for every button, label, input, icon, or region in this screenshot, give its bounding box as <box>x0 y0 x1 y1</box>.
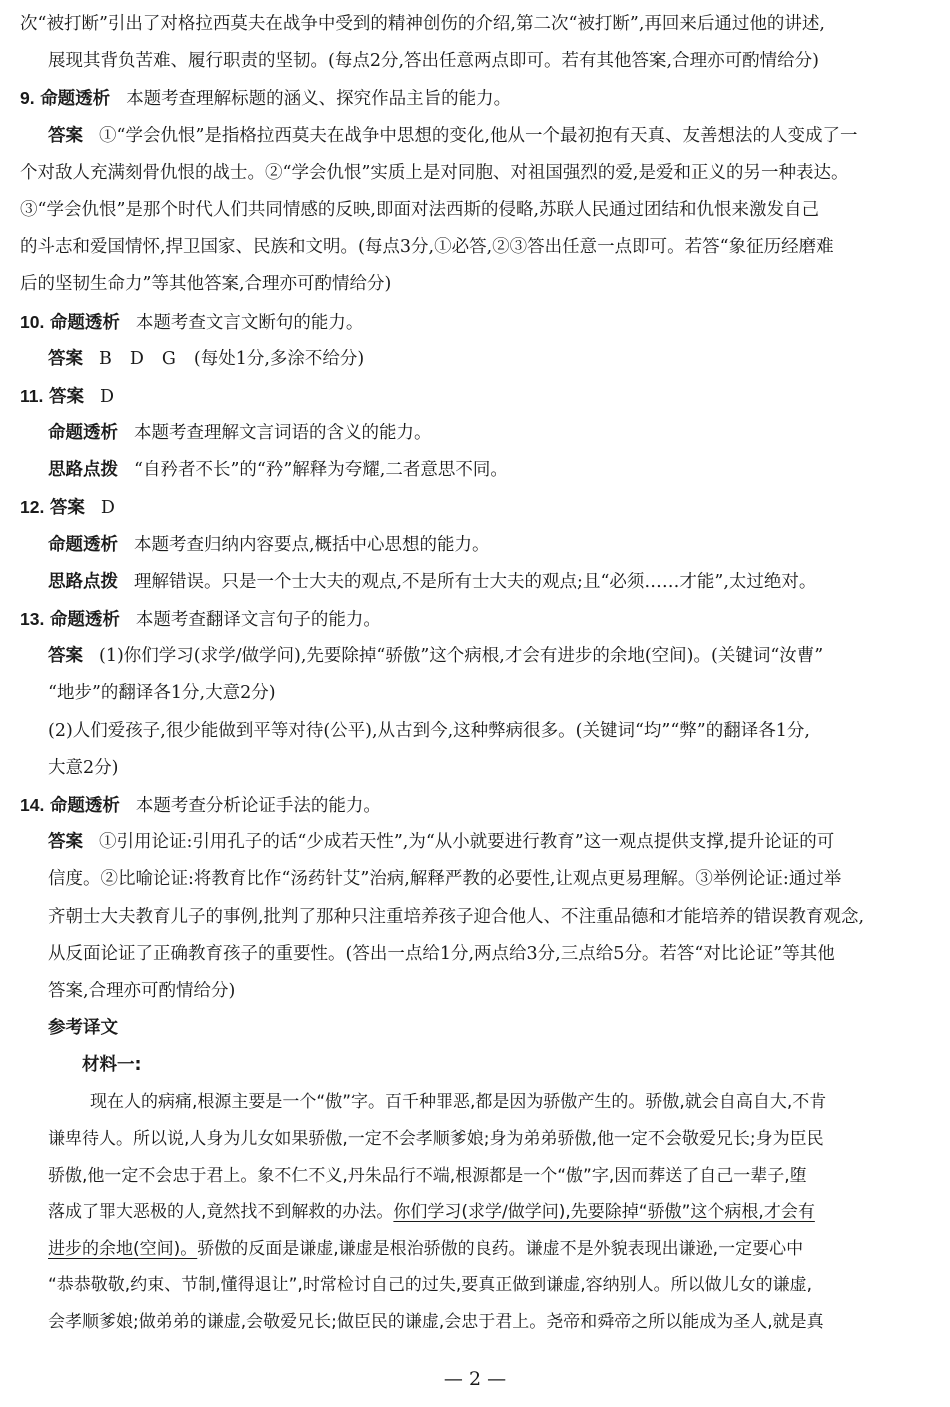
question-14-header <box>20 787 930 824</box>
text-line: 信度。②比喻论证:将教育比作“汤药针艾”治病,解释严教的必要性,让观点更易理解。③举例论证:通过举 <box>48 869 842 890</box>
answer-text: (1)你们学习(求学/做学问),先要除掉“骄傲”这个病根,才会有进步的余地(空间)。(关键词“汝曹” <box>99 646 824 667</box>
hint-text: 理解错误。只是一个士大夫的观点,不是所有士大夫的观点;且“必须……才能”,太过绝对。 <box>134 571 817 592</box>
text-line: 个对敌人充满刻骨仇恨的战士。②“学会仇恨”实质上是对同胞、对祖国强烈的爱,是爱和正义的另一种表达。 <box>20 162 849 183</box>
answer-label: 答案 <box>48 125 83 146</box>
answer-text: ①“学会仇恨”是指格拉西莫夫在战争中思想的变化,他从一个最初抱有天真、友善想法的人变成了一 <box>99 125 858 146</box>
translation-line: 现在人的病痛,根源主要是一个“傲”字。百千种罪恶,都是因为骄傲产生的。骄傲,就会自高自大,不肯 <box>90 1092 827 1113</box>
answer-line <box>20 824 930 861</box>
underlined-translation: 进步的余地(空间)。 <box>48 1238 198 1259</box>
section-label: 命题透析 <box>49 795 120 816</box>
text-line: 的斗志和爱国情怀,捍卫国家、民族和文明。(每点3分,①必答,②③答出任意一点即可。若答“象征历经磨难 <box>20 237 834 258</box>
analysis-line <box>20 527 930 564</box>
analysis-text: 本题考查文言文断句的能力。 <box>135 312 364 333</box>
text-line: 展现其背负苦难、履行职责的坚韧。(每点2分,答出任意两点即可。若有其他答案,合理亦可酌情给分) <box>48 51 819 72</box>
question-11-header <box>20 378 930 415</box>
answer-text: ①引用论证:引用孔子的话“少成若天性”,为“从小就要进行教育”这一观点提供支撑,提升论证的可 <box>99 832 835 853</box>
question-number: 13. <box>20 609 45 629</box>
text-line: 答案,合理亦可酌情给分) <box>48 980 236 1001</box>
answer-choice: D <box>129 348 144 369</box>
answer-line <box>20 638 930 675</box>
translation-text: 落成了罪大恶极的人,竟然找不到解救的办法。 <box>48 1202 394 1223</box>
analysis-text: 本题考查归纳内容要点,概括中心思想的能力。 <box>134 534 490 555</box>
text-line: 大意2分) <box>48 757 119 778</box>
section-label: 命题透析 <box>49 610 120 630</box>
answer-label: 答案 <box>49 498 85 519</box>
reference-translation-heading <box>20 1010 930 1047</box>
question-number: 10. <box>20 311 45 332</box>
question-13-header <box>20 601 930 638</box>
answer-label: 答案 <box>48 832 83 853</box>
translation-line <box>20 1194 930 1231</box>
section-label: 命题透析 <box>48 534 118 555</box>
text-line: 次“被打断”引出了对格拉西莫夫在战争中受到的精神创伤的介绍,第二次“被打断”,再回来后通过他的讲述, <box>20 14 825 34</box>
text-line: “地步”的翻译各1分,大意2分) <box>48 683 276 704</box>
translation-line: 骄傲,他一定不会忠于君上。象不仁不义,丹朱品行不端,根源都是一个“傲”字,因而葬送了自己一辈子,堕 <box>48 1165 807 1186</box>
translation-line <box>20 1231 930 1268</box>
answer-label: 答案 <box>48 348 83 369</box>
answer-choice: B <box>99 348 112 369</box>
question-number: 9. <box>20 88 35 109</box>
material-label: 材料一: <box>82 1055 142 1076</box>
question-number: 14. <box>20 794 45 815</box>
page-number: — 2 — <box>443 1368 507 1390</box>
question-number: 12. <box>20 497 45 518</box>
answer-choice: D <box>99 386 114 407</box>
material-heading <box>20 1047 930 1084</box>
analysis-text: 本题考查理解标题的涵义、探究作品主旨的能力。 <box>126 89 512 110</box>
question-10-header <box>20 304 930 341</box>
answer-choice: G <box>161 348 176 369</box>
translation-line: 谦卑待人。所以说,人身为儿女如果骄傲,一定不会孝顺爹娘;身为弟弟骄傲,他一定不会敬爱兄长;身为臣民 <box>48 1129 824 1150</box>
text-line: (2)人们爱孩子,很少能做到平等对待(公平),从古到今,这种弊病很多。(关键词“均”“弊”的翻译各1分, <box>48 720 810 741</box>
scoring-note: (每处1分,多涂不给分) <box>193 348 365 369</box>
analysis-line <box>20 415 930 452</box>
underlined-translation: 你们学习(求学/做学问),先要除掉“骄傲”这个病根,才会有 <box>393 1202 815 1223</box>
section-label: 命题透析 <box>49 312 120 333</box>
section-label: 参考译文 <box>48 1018 118 1039</box>
answer-line <box>20 341 930 378</box>
question-number: 11. <box>20 385 44 406</box>
analysis-text: 本题考查理解文言词语的含义的能力。 <box>134 423 432 444</box>
section-label: 命题透析 <box>40 89 111 110</box>
answer-choice: D <box>100 498 115 519</box>
answer-label: 答案 <box>48 646 83 667</box>
question-12-header <box>20 489 930 526</box>
section-label: 命题透析 <box>48 423 118 444</box>
translation-text: 骄傲的反面是谦虚,谦虚是根治骄傲的良药。谦虚不是外貌表现出谦逊,一定要心中 <box>197 1238 804 1259</box>
analysis-text: 本题考查分析论证手法的能力。 <box>135 795 381 816</box>
text-line: ③“学会仇恨”是那个时代人们共同情感的反映,即面对法西斯的侵略,苏联人民通过团结和仇恨来激发自己 <box>20 199 820 220</box>
hint-label: 思路点拨 <box>48 460 118 481</box>
translation-line: “恭恭敬敬,约束、节制,懂得退让”,时常检讨自己的过失,要真正做到谦虚,容纳别人。所以做儿女的谦虚, <box>48 1275 813 1296</box>
hint-line <box>20 564 930 601</box>
answer-label: 答案 <box>48 386 84 407</box>
hint-line <box>20 452 930 489</box>
translation-line: 会孝顺爹娘;做弟弟的谦虚,会敬爱兄长;做臣民的谦虚,会忠于君上。尧帝和舜帝之所以能成为圣人,就是真 <box>48 1312 824 1332</box>
hint-label: 思路点拨 <box>48 571 118 592</box>
text-line: 齐朝士大夫教育儿子的事例,批判了那种只注重培养孩子迎合他人、不注重品德和才能培养的错误教育观念, <box>48 906 865 927</box>
hint-text: “自矜者不长”的“矜”解释为夸耀,二者意思不同。 <box>134 460 508 481</box>
answer-line <box>20 118 930 155</box>
text-line: 后的坚韧生命力”等其他答案,合理亦可酌情给分) <box>20 274 392 295</box>
text-line: 从反面论证了正确教育孩子的重要性。(答出一点给1分,两点给3分,三点给5分。若答“对比论证”等其他 <box>48 943 835 964</box>
question-9-header <box>20 80 930 117</box>
analysis-text: 本题考查翻译文言句子的能力。 <box>135 610 381 630</box>
